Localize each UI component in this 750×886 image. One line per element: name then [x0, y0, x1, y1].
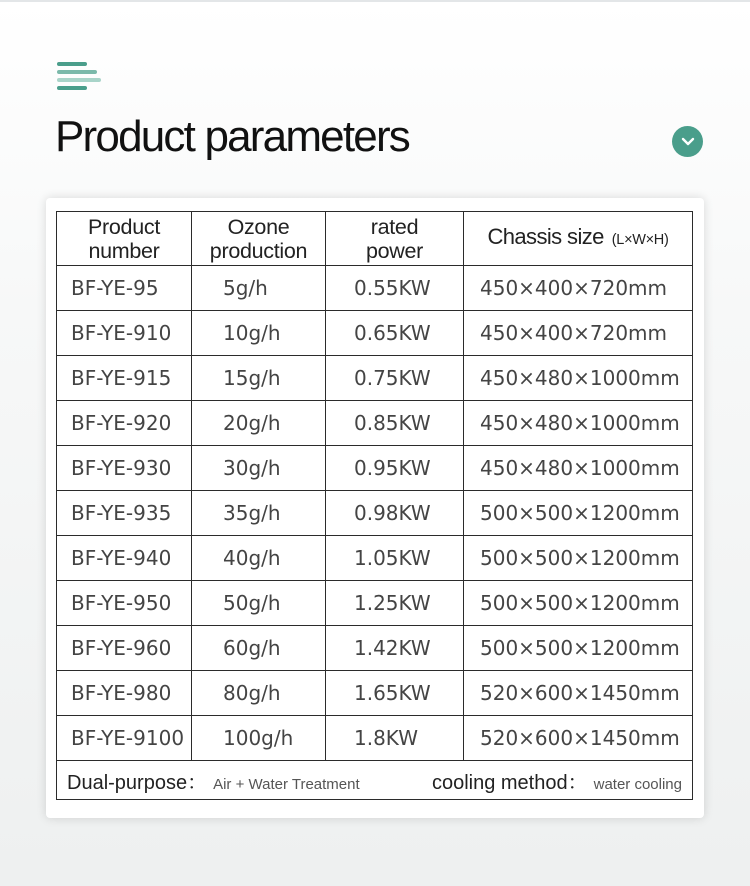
- cell-ozone-production: 30g/h: [192, 446, 326, 491]
- cell-product-number: BF-YE-950: [57, 581, 192, 626]
- cell-product-number: BF-YE-910: [57, 311, 192, 356]
- cell-product-number: BF-YE-980: [57, 671, 192, 716]
- table-row: [57, 266, 693, 311]
- cell-product-number: BF-YE-935: [57, 491, 192, 536]
- cell-product-number: BF-YE-930: [57, 446, 192, 491]
- table-row: [57, 491, 693, 536]
- dual-purpose-value: Air + Water Treatment: [213, 775, 360, 793]
- cell-chassis-size: 500×500×1200mm: [464, 626, 693, 671]
- cell-rated-power: 1.8KW: [326, 716, 464, 761]
- table-row: [57, 536, 693, 581]
- cell-ozone-production: 50g/h: [192, 581, 326, 626]
- cell-chassis-size: 520×600×1450mm: [464, 671, 693, 716]
- cell-chassis-size: 520×600×1450mm: [464, 716, 693, 761]
- cell-rated-power: 0.55KW: [326, 266, 464, 311]
- cell-ozone-production: 40g/h: [192, 536, 326, 581]
- table-row: [57, 311, 693, 356]
- table-row: [57, 581, 693, 626]
- cell-chassis-size: 450×400×720mm: [464, 311, 693, 356]
- cell-product-number: BF-YE-95: [57, 266, 192, 311]
- cell-chassis-size: 500×500×1200mm: [464, 536, 693, 581]
- page-title: Product parameters: [55, 112, 409, 161]
- cell-chassis-size: 450×400×720mm: [464, 266, 693, 311]
- cell-ozone-production: 10g/h: [192, 311, 326, 356]
- menu-lines-icon: [57, 62, 101, 92]
- cell-rated-power: 1.42KW: [326, 626, 464, 671]
- cell-rated-power: 0.75KW: [326, 356, 464, 401]
- cell-chassis-size: 450×480×1000mm: [464, 446, 693, 491]
- cell-chassis-size: 450×480×1000mm: [464, 401, 693, 446]
- table-row: [57, 446, 693, 491]
- table-row: [57, 401, 693, 446]
- cooling-method-label: cooling method：: [431, 771, 588, 794]
- cell-chassis-size: 450×480×1000mm: [464, 356, 693, 401]
- cell-product-number: BF-YE-940: [57, 536, 192, 581]
- cell-ozone-production: 80g/h: [192, 671, 326, 716]
- cell-rated-power: 1.25KW: [326, 581, 464, 626]
- cell-product-number: BF-YE-920: [57, 401, 192, 446]
- parameters-table: [56, 211, 693, 800]
- cell-ozone-production: 35g/h: [192, 491, 326, 536]
- header-product-number: Product number: [57, 212, 192, 266]
- chevron-down-icon: [681, 137, 695, 147]
- expand-toggle-button[interactable]: [672, 126, 703, 157]
- cell-rated-power: 0.95KW: [326, 446, 464, 491]
- table-footer-row: [57, 761, 693, 800]
- table-row: [57, 716, 693, 761]
- cell-rated-power: 0.65KW: [326, 311, 464, 356]
- parameters-card: [46, 198, 704, 818]
- header-rated-power: rated power: [326, 212, 464, 266]
- cell-chassis-size: 500×500×1200mm: [464, 581, 693, 626]
- table-row: [57, 626, 693, 671]
- cell-product-number: BF-YE-915: [57, 356, 192, 401]
- cell-rated-power: 1.65KW: [326, 671, 464, 716]
- top-border-line: [0, 0, 750, 2]
- cell-rated-power: 0.98KW: [326, 491, 464, 536]
- header-ozone-production: Ozone production: [192, 212, 326, 266]
- dual-purpose-info: [67, 766, 360, 795]
- cell-ozone-production: 15g/h: [192, 356, 326, 401]
- cell-rated-power: 0.85KW: [326, 401, 464, 446]
- cell-chassis-size: 500×500×1200mm: [464, 491, 693, 536]
- cell-product-number: BF-YE-960: [57, 626, 192, 671]
- cell-ozone-production: 100g/h: [192, 716, 326, 761]
- cell-ozone-production: 5g/h: [192, 266, 326, 311]
- cooling-method-value: water cooling: [593, 775, 682, 793]
- cell-rated-power: 1.05KW: [326, 536, 464, 581]
- cell-ozone-production: 20g/h: [192, 401, 326, 446]
- table-row: [57, 356, 693, 401]
- dual-purpose-label: Dual-purpose：: [67, 771, 208, 794]
- cooling-method-info: [432, 766, 682, 795]
- table-row: [57, 671, 693, 716]
- cell-product-number: BF-YE-9100: [57, 716, 192, 761]
- table-header-row: [57, 212, 693, 266]
- cell-ozone-production: 60g/h: [192, 626, 326, 671]
- header-chassis-size: Chassis size (L×W×H): [464, 212, 693, 266]
